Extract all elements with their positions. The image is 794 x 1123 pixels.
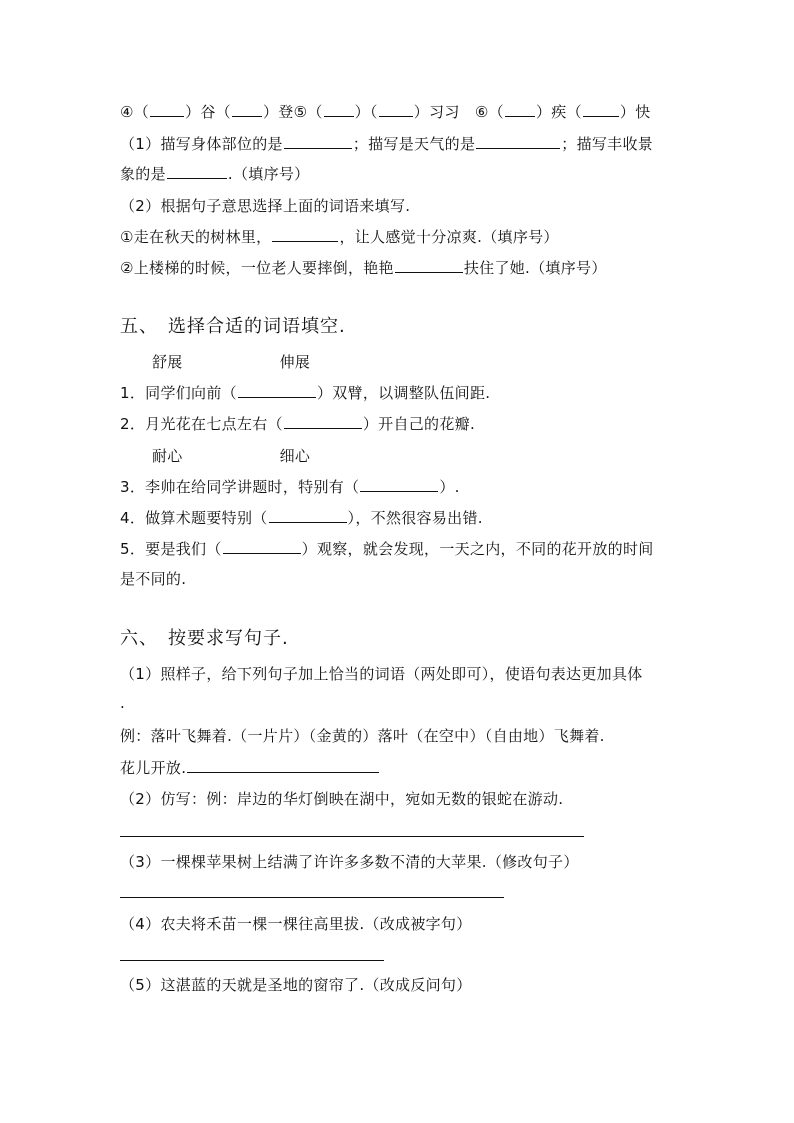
word-option: 细心 [279,447,311,465]
option-text: ）谷（ [185,103,231,121]
fill-item-5-cont: 是不同的. [120,570,187,588]
word-option: 舒展 [152,353,183,371]
question-text: ①走在秋天的树林里， [120,228,272,246]
question-text: ；描写是天气的是 [352,135,476,153]
answer-blank[interactable] [187,758,379,773]
question-6-2: （2）仿写：例：岸边的华灯倒映在湖中，宛如无数的银蛇在游动. [120,790,564,808]
fill-item-2 [120,414,475,434]
question-text: 5．要是我们（ [120,540,222,558]
answer-blank[interactable] [476,134,560,149]
question-4-1 [120,134,653,154]
answer-blank[interactable] [395,258,463,273]
answer-blank[interactable] [284,134,352,149]
answer-blank[interactable] [269,508,347,523]
question-text: 1．同学们向前（ [120,384,237,402]
answer-blank[interactable] [505,102,535,117]
question-text: ）观察，就会发现，一天之内，不同的花开放的时间 [301,540,654,558]
question-6-3: （3）一棵棵苹果树上结满了许许多多数不清的大苹果.（修改句子） [120,853,579,871]
option-text: ）疾（ [535,103,582,121]
word-option: 耐心 [152,447,183,465]
answer-blank[interactable] [150,102,184,117]
question-6-1: （1）照样子，给下列句子加上恰当的词语（两处即可），使语句表达更加具体 [120,665,643,683]
section-5-heading: 五、 选择合适的词语填空. [120,316,346,337]
fill-item-1 [120,383,490,403]
question-4-2-1 [120,227,559,247]
option-4-label: ④（ [120,103,150,121]
answer-blank[interactable] [238,383,316,398]
word-group-1 [152,352,310,372]
question-text: ）. [439,478,460,496]
option-text: ）快 [619,103,651,121]
example-sentence: 例：落叶飞舞着.（一片片）（金黄的）落叶（在空中）（自由地）飞舞着. [120,727,605,745]
answer-blank[interactable] [272,227,338,242]
answer-line[interactable] [120,897,504,898]
fill-item-4 [120,508,483,528]
answer-line[interactable] [120,960,384,961]
question-text: 4．做算术题要特别（ [120,509,268,527]
practice-sentence [120,758,380,778]
question-text: ②上楼梯的时候，一位老人要摔倒，艳艳 [120,259,394,277]
word-option: 伸展 [279,353,311,371]
question-text: .（填序号） [227,165,310,183]
question-6-4: （4）农夫将禾苗一棵一棵往高里拔.（改成被字句） [120,915,472,933]
question-4-1-cont [120,164,309,184]
question-text: ，让人感觉十分凉爽.（填序号） [339,228,559,246]
options-row [120,102,651,122]
answer-blank[interactable] [324,102,354,117]
fill-item-3 [120,477,460,497]
question-text: （1）描写身体部位的是 [120,135,283,153]
section-6-heading: 六、 按要求写句子. [120,628,289,649]
question-4-2: （2）根据句子意思选择上面的词语来填写. [120,197,411,215]
question-text: ）开自己的花瓣. [362,415,476,433]
word-group-2 [152,446,310,466]
question-text: ），不然很容易出错. [347,509,483,527]
question-4-2-2 [120,258,607,278]
question-text: ）双臂，以调整队伍间距. [316,384,491,402]
answer-blank[interactable] [284,414,362,429]
question-text: ；描写丰收景 [561,135,654,153]
answer-blank[interactable] [223,539,301,554]
question-text: 2．月光花在七点左右（ [120,415,283,433]
option-6-label: ）习习 ⑥（ [413,103,504,121]
question-text: 3．李帅在给同学讲题时，特别有（ [120,478,360,496]
answer-blank[interactable] [167,164,227,179]
option-text: ）（ [354,103,378,121]
question-text: 象的是 [120,165,166,183]
answer-blank[interactable] [360,477,438,492]
fill-item-5 [120,539,654,559]
option-5-label: ）登⑤（ [262,103,323,121]
answer-blank[interactable] [379,102,413,117]
answer-blank[interactable] [583,102,619,117]
answer-blank[interactable] [232,102,262,117]
question-6-1-cont: . [120,694,126,712]
question-text: 扶住了她.（填序号） [463,259,607,277]
answer-line[interactable] [120,836,584,837]
question-text: 花儿开放. [120,759,187,777]
question-6-5: （5）这湛蓝的天就是圣地的窗帘了.（改成反问句） [120,976,472,994]
